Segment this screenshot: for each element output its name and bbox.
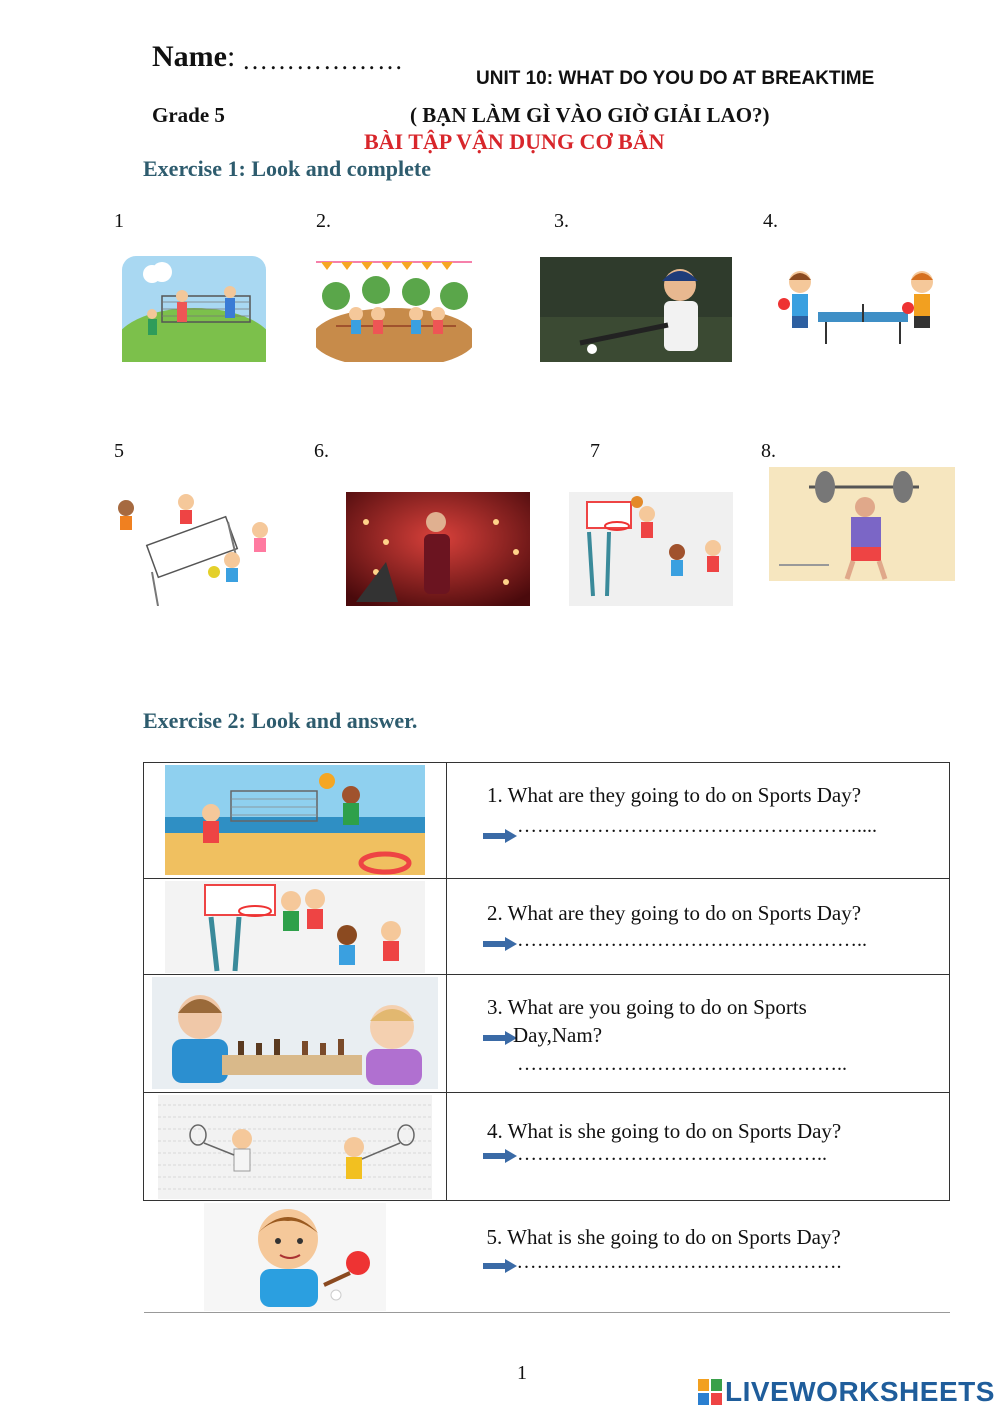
answer-blank-5[interactable]: …………………………………………. — [516, 1251, 842, 1273]
singing-picture — [346, 492, 530, 606]
table-row — [144, 1093, 950, 1201]
liveworksheets-icon — [698, 1379, 722, 1405]
exercise2-table — [143, 762, 950, 1313]
answer-blank-4[interactable]: ……………………………………….. — [517, 1143, 827, 1165]
table-row — [144, 1201, 950, 1313]
question-4: 4. What is she going to do on Sports Day? — [487, 1119, 842, 1143]
name-label: Name: — [152, 40, 236, 73]
table-row — [144, 763, 950, 879]
table-row — [144, 879, 950, 975]
table-row — [144, 975, 950, 1093]
ex1-number-7: 7 — [590, 440, 600, 462]
table-tennis-boy-picture — [204, 1203, 386, 1311]
ex1-number-8: 8. — [761, 440, 776, 462]
basketball-picture — [569, 492, 733, 606]
answer-blank-3[interactable]: ………………………………………….. — [517, 1053, 847, 1075]
brand-text: LIVEWORKSHEETS — [725, 1376, 995, 1407]
arrow-icon — [483, 1031, 517, 1045]
ex1-number-6: 6. — [314, 440, 329, 462]
badminton-picture — [122, 256, 266, 362]
baseball-picture — [540, 257, 732, 362]
answer-blank-2[interactable]: …………………………………………….. — [517, 929, 867, 951]
exercise1-title: Exercise 1: Look and complete — [143, 156, 432, 181]
unit-title: UNIT 10: WHAT DO YOU DO AT BREAKTIME — [476, 68, 875, 89]
ex1-number-3: 3. — [554, 210, 569, 232]
page-number: 1 — [517, 1362, 527, 1384]
ex1-number-5: 5 — [114, 440, 124, 462]
answer-blank-1[interactable]: …………………………………………….... — [517, 815, 877, 837]
tug-of-war-picture — [316, 256, 472, 362]
liveworksheets-logo[interactable] — [698, 1376, 995, 1408]
question-2: 2. What are they going to do on Sports Day? — [487, 901, 862, 925]
ex1-number-1: 1 — [114, 210, 124, 232]
exercise2-title: Exercise 2: Look and answer. — [143, 708, 418, 733]
table-tennis-picture — [778, 264, 944, 350]
vietnamese-subtitle: ( BẠN LÀM GÌ VÀO GIỜ GIẢI LAO?) — [410, 103, 770, 127]
arrow-icon — [483, 937, 517, 951]
volleyball-picture — [110, 492, 282, 606]
ex1-number-2: 2. — [316, 210, 331, 232]
question-3-line1: 3. What are you going to do on Sports — [487, 995, 807, 1019]
question-5: 5. What is she going to do on Sports Day? — [486, 1225, 841, 1249]
badminton-picture-2 — [158, 1095, 432, 1199]
arrow-icon — [483, 1149, 517, 1163]
section-title: BÀI TẬP VẬN DỤNG CƠ BẢN — [364, 129, 665, 154]
weightlifting-picture — [769, 467, 955, 581]
grade-label: Grade 5 — [152, 103, 225, 127]
question-1: 1. What are they going to do on Sports Day? — [487, 783, 862, 807]
basketball-picture-2 — [165, 881, 425, 973]
name-blank[interactable]: ……………… — [242, 46, 404, 75]
ex1-number-4: 4. — [763, 210, 778, 232]
arrow-icon — [483, 1259, 517, 1273]
arrow-icon — [483, 829, 517, 843]
chess-picture — [152, 977, 438, 1089]
beach-volleyball-picture — [165, 765, 425, 875]
question-3-line2: Day,Nam? — [513, 1023, 603, 1047]
